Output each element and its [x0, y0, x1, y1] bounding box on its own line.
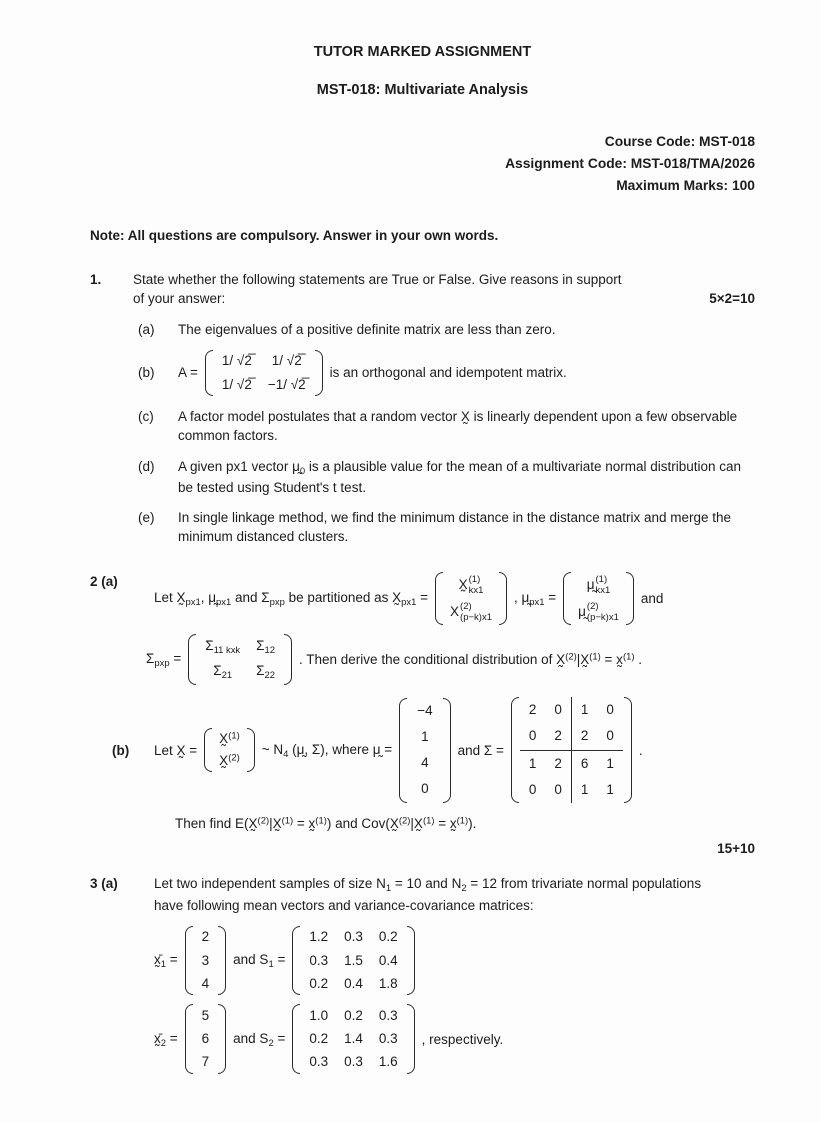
question-3-body [154, 874, 755, 1074]
matrix-cell: 0 [597, 723, 623, 750]
x-partition-vector [435, 572, 507, 625]
matrix-cell: 0 [528, 781, 537, 797]
left-paren-icon [185, 1004, 193, 1074]
mean-vector-2-grid [194, 1004, 218, 1074]
right-paren-icon [407, 926, 415, 996]
matrix-cell: 1/ √2̅ [271, 353, 302, 369]
matrix-cell: 0.4 [378, 952, 398, 968]
matrix-cell: 0 [520, 723, 546, 750]
matrix-cell: 0.2 [309, 975, 329, 991]
meta-block [90, 131, 755, 197]
assignment-code: Assignment Code: MST-018/TMA/2026 [505, 156, 755, 172]
matrix-cell: μ̰ (2) (p−k)x1 [578, 600, 619, 623]
matrix-cell: 6 [201, 1031, 210, 1047]
matrix-cell: 1.6 [378, 1054, 398, 1070]
question-1-marks: 5×2=10 [709, 291, 755, 307]
left-paren-icon [292, 1004, 300, 1074]
q2b-then-find: Then find E(X̰$^{(2)}$|X̰$^{(1)}$ = x̰$^{(1)}$) and Cov(X̰$^{(2)}$|X̰$^{(1)}$ = x̰$^{(1)}$). [175, 815, 477, 832]
sigma-partition-grid [197, 634, 283, 685]
left-paren-icon [292, 926, 300, 996]
right-paren-icon [218, 926, 226, 996]
right-paren-icon [247, 728, 255, 772]
formula-text: . [638, 742, 643, 758]
covariance-matrix-2 [292, 1004, 414, 1074]
matrix-cell: −1/ √2̅ [267, 376, 306, 392]
matrix-A [205, 350, 323, 396]
question-3-text: Let two independent samples of size $N_1 = 10$ and $N_2 = 12$ from trivariate normal populations have following mean vectors and variance-covariance matrices: [154, 876, 702, 913]
left-paren-icon [205, 350, 213, 396]
q2b-formula [154, 697, 643, 803]
matrix-cell: 4 [201, 975, 210, 991]
left-paren-icon [204, 728, 212, 772]
q1-item-e [138, 508, 755, 546]
mean-vector-1 [185, 926, 227, 996]
mu-partition-vector [563, 572, 634, 625]
right-paren-icon [218, 1004, 226, 1074]
matrix-cell: 0.3 [344, 929, 363, 945]
matrix-cell: −4 [417, 702, 433, 718]
formula-text: $x̰̄_2$ = [154, 1030, 178, 1049]
formula-text: Let $X̰_{px1}$, $\mṵ_{px1}$ and $\Sigma_{pxp}$ be partitioned as $X̰_{px1}$ = [154, 590, 429, 608]
sigma-matrix-grid [520, 697, 623, 803]
matrix-cell: 1 [421, 728, 429, 744]
matrix-cell: 2 [572, 723, 598, 750]
sigma-partition-matrix [188, 634, 292, 685]
question-1-text: State whether the following statements are True or False. Give reasons in support of your answer: [133, 272, 622, 307]
left-paren-icon [563, 572, 571, 625]
sigma-matrix [511, 697, 632, 803]
mu-vector [399, 698, 450, 803]
question-1 [90, 270, 755, 546]
formula-text: A = [178, 365, 198, 381]
matrix-cell: 1 [580, 702, 589, 718]
formula-text: is an orthogonal and idempotent matrix. [329, 365, 567, 381]
page-title: TUTOR MARKED ASSIGNMENT [313, 44, 532, 60]
question-3 [90, 874, 755, 1074]
matrix-cell: 1.5 [344, 952, 363, 968]
matrix-cell: 1 [606, 781, 614, 797]
mu-vector-grid [408, 698, 441, 803]
item-label: (b) [138, 365, 155, 381]
matrix-cell: 3 [201, 952, 210, 968]
matrix-cell: 1/ √2̅ [221, 353, 252, 369]
item-label: (a) [138, 321, 155, 337]
matrix-cell: 2 [528, 702, 537, 718]
x-vector [204, 728, 255, 772]
matrix-cell: 0.2 [309, 1031, 329, 1047]
matrix-cell: X̰$^{(1)}$ [219, 730, 240, 746]
q3-sample-2 [154, 1004, 755, 1074]
matrix-cell: μ̰ (1) kx1 [586, 574, 611, 597]
mu-partition-grid [572, 572, 625, 625]
item-text: A given px1 vector $\mṵ_0$ is a plausible value for the mean of a multivariate normal distribution can be tested using Student's t test. [178, 458, 742, 495]
question-2-marks: 15+10 [717, 841, 755, 857]
item-text: In single linkage method, we find the minimum distance in the distance matrix and merge the minimum distanced clusters. [178, 509, 732, 545]
matrix-cell: X̰ (1) kx1 [458, 574, 484, 597]
matrix-cell: $\Sigma_{12}$ [256, 637, 276, 656]
note-line: Note: All questions are compulsory. Answer in your own words. [90, 228, 499, 244]
formula-text: and $S_2$ = [233, 1030, 286, 1049]
matrix-cell: 0 [421, 781, 429, 797]
q1-item-b [138, 350, 755, 396]
q2a-line2 [146, 634, 755, 685]
matrix-cell: 2 [201, 929, 210, 945]
matrix-cell: 0.2 [344, 1007, 363, 1023]
right-paren-icon [315, 350, 323, 396]
matrix-cell: 0.3 [309, 952, 329, 968]
matrix-cell: 4 [421, 755, 429, 771]
question-1-body [133, 270, 755, 546]
question-2 [90, 572, 755, 858]
formula-text: Let X̰ = [154, 742, 198, 758]
x-vector-grid [213, 728, 246, 772]
covariance-matrix-1 [292, 926, 414, 996]
matrix-cell: 1.8 [378, 975, 398, 991]
matrix-cell: 5 [201, 1007, 210, 1023]
matrix-cell: 0 [545, 777, 572, 803]
item-label: (d) [138, 458, 155, 474]
mean-vector-2 [185, 1004, 227, 1074]
matrix-cell: 1 [580, 781, 589, 797]
q1-item-a [138, 320, 755, 339]
question-1-number: 1. [90, 272, 102, 288]
q1-item-d [138, 457, 755, 497]
matrix-cell: 1.0 [309, 1007, 329, 1023]
course-title: MST-018: Multivariate Analysis [316, 81, 529, 98]
item-text: The eigenvalues of a positive definite matrix are less than zero. [178, 321, 556, 337]
formula-text: , $\mṵ_{px1}$ = [514, 590, 557, 608]
formula-text: $x̰̄_1$ = [154, 952, 178, 970]
item-label: (e) [138, 509, 155, 525]
matrix-cell: 0.3 [378, 1007, 398, 1023]
formula-text: and $S_1$ = [233, 952, 286, 970]
matrix-cell: X̰$^{(2)}$ [219, 752, 240, 769]
left-paren-icon [511, 697, 519, 803]
matrix-cell: 7 [201, 1054, 210, 1070]
matrix-cell: X (2) (p−k)x1 [450, 600, 492, 623]
formula-text: $\Sigma_{pxp}$ = [146, 651, 182, 669]
covariance-matrix-2-grid [301, 1004, 405, 1074]
question-2-body [112, 572, 755, 858]
matrix-cell: 0.2 [378, 929, 398, 945]
left-paren-icon [399, 698, 407, 803]
matrix-cell: 6 [580, 755, 589, 771]
matrix-A-grid [214, 350, 314, 396]
formula-text: . Then derive the conditional distribution of X̰$^{(2)}$|X̰$^{(1)}$ = x̰$^{(1)}$ . [299, 651, 642, 668]
left-paren-icon [185, 926, 193, 996]
q3-sample-1 [154, 926, 755, 996]
matrix-cell: 0.3 [344, 1054, 363, 1070]
matrix-cell: 1 [528, 755, 537, 771]
covariance-matrix-1-grid [301, 926, 405, 996]
maximum-marks: Maximum Marks: 100 [616, 178, 755, 194]
right-paren-icon [284, 634, 292, 685]
item-text: A factor model postulates that a random vector X̰ is linearly dependent upon a few observable common factors. [178, 409, 738, 444]
right-paren-icon [624, 697, 632, 803]
matrix-cell: 0.3 [309, 1054, 329, 1070]
question-2-number: 2 (a) [90, 574, 118, 590]
mean-vector-1-grid [194, 926, 218, 996]
left-paren-icon [188, 634, 196, 685]
matrix-cell: 0.3 [378, 1031, 398, 1047]
matrix-cell: 2 [545, 723, 572, 750]
q2-item-b [112, 697, 755, 803]
q2a-line1 [154, 572, 755, 625]
item-label: (c) [138, 409, 154, 425]
q1-item-c [138, 407, 755, 445]
matrix-cell: 0 [606, 702, 614, 718]
formula-text: and [640, 591, 664, 607]
matrix-cell: 2 [545, 751, 572, 777]
matrix-cell: 1 [606, 755, 614, 771]
x-partition-grid [444, 572, 498, 625]
right-paren-icon [407, 1004, 415, 1074]
matrix-cell: $\Sigma_{11 kxk}$ [205, 637, 241, 656]
question-3-number: 3 (a) [90, 876, 118, 892]
matrix-cell: 1.2 [309, 929, 329, 945]
matrix-cell: $\Sigma_{22}$ [256, 663, 276, 681]
matrix-cell: 1/ √2̅ [221, 376, 252, 392]
right-paren-icon [499, 572, 507, 625]
matrix-cell: 1.4 [344, 1031, 363, 1047]
right-paren-icon [443, 698, 451, 803]
formula-text: , respectively. [421, 1031, 504, 1047]
formula-text: and Σ = [457, 742, 504, 758]
question-1-head [133, 270, 755, 308]
right-paren-icon [626, 572, 634, 625]
matrix-cell: $\Sigma_{21}$ [213, 663, 233, 681]
q1-item-b-formula [178, 350, 567, 396]
matrix-cell: 0 [545, 697, 572, 723]
left-paren-icon [435, 572, 443, 625]
course-code: Course Code: MST-018 [604, 134, 755, 150]
formula-text: ~ $N_4$ (μ̰, Σ), where μ̰ = [261, 741, 393, 760]
item-label: (b) [112, 742, 130, 758]
matrix-cell: 0.4 [344, 975, 363, 991]
